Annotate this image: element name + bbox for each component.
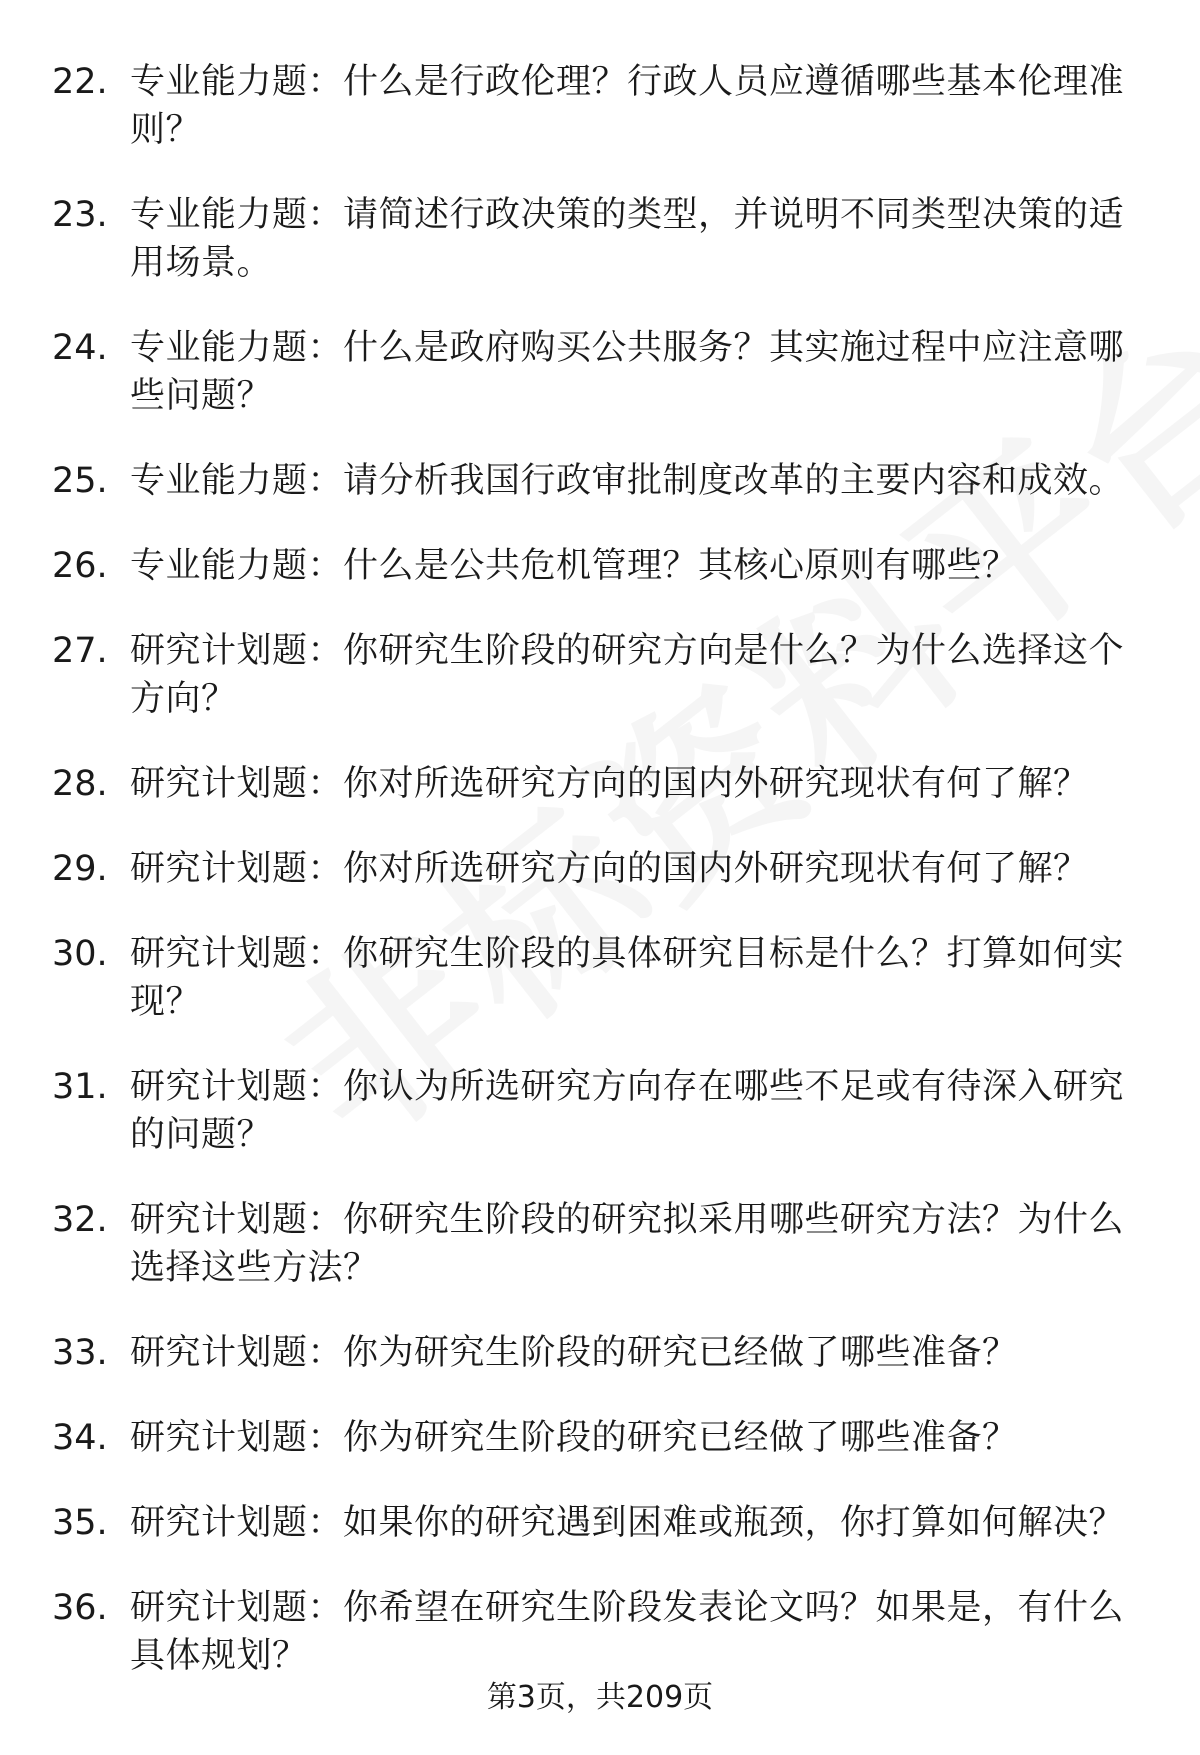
question-text: 研究计划题：如果你的研究遇到困难或瓶颈，你打算如何解决？ [130,1503,1125,1543]
question-text: 研究计划题：你研究生阶段的研究方向是什么？为什么选择这个方向？ [130,631,1125,719]
question-number: 30. [52,934,108,974]
list-item [52,930,1152,1026]
list-item [52,1196,1152,1292]
question-text: 研究计划题：你对所选研究方向的国内外研究现状有何了解？ [130,764,1089,804]
list-item [52,324,1152,420]
question-number: 24. [52,328,108,368]
question-text: 专业能力题：什么是行政伦理？行政人员应遵循哪些基本伦理准则？ [130,62,1125,150]
question-text: 专业能力题：什么是政府购买公共服务？其实施过程中应注意哪些问题？ [130,328,1125,416]
question-number: 22. [52,62,108,102]
list-item [52,1063,1152,1159]
question-text: 研究计划题：你对所选研究方向的国内外研究现状有何了解？ [130,849,1089,889]
page-footer: 第3页，共209页 [486,1680,714,1715]
list-item [52,542,1152,590]
list-item [52,845,1152,893]
question-list [52,58,1152,1717]
question-text: 专业能力题：请分析我国行政审批制度改革的主要内容和成效。 [130,461,1125,501]
question-text: 研究计划题：你研究生阶段的研究拟采用哪些研究方法？为什么选择这些方法？ [130,1200,1125,1288]
question-text: 专业能力题：请简述行政决策的类型，并说明不同类型决策的适用场景。 [130,195,1125,283]
question-text: 研究计划题：你为研究生阶段的研究已经做了哪些准备？ [130,1333,1018,1373]
list-item [52,457,1152,505]
list-item [52,58,1152,154]
question-text: 研究计划题：你研究生阶段的具体研究目标是什么？打算如何实现？ [130,934,1125,1022]
list-item [52,760,1152,808]
list-item [52,1329,1152,1377]
question-number: 31. [52,1067,108,1107]
question-number: 29. [52,849,108,889]
question-number: 26. [52,546,108,586]
question-number: 35. [52,1503,108,1543]
question-number: 25. [52,461,108,501]
question-text: 研究计划题：你希望在研究生阶段发表论文吗？如果是，有什么具体规划？ [130,1588,1125,1676]
list-item [52,627,1152,723]
question-text: 研究计划题：你为研究生阶段的研究已经做了哪些准备？ [130,1418,1018,1458]
question-number: 36. [52,1588,108,1628]
question-number: 32. [52,1200,108,1240]
list-item [52,1414,1152,1462]
question-number: 27. [52,631,108,671]
list-item [52,191,1152,287]
list-item [52,1584,1152,1680]
question-number: 34. [52,1418,108,1458]
list-item [52,1499,1152,1547]
question-number: 33. [52,1333,108,1373]
question-text: 专业能力题：什么是公共危机管理？其核心原则有哪些？ [130,546,1018,586]
question-text: 研究计划题：你认为所选研究方向存在哪些不足或有待深入研究的问题？ [130,1067,1125,1155]
question-number: 23. [52,195,108,235]
question-number: 28. [52,764,108,804]
